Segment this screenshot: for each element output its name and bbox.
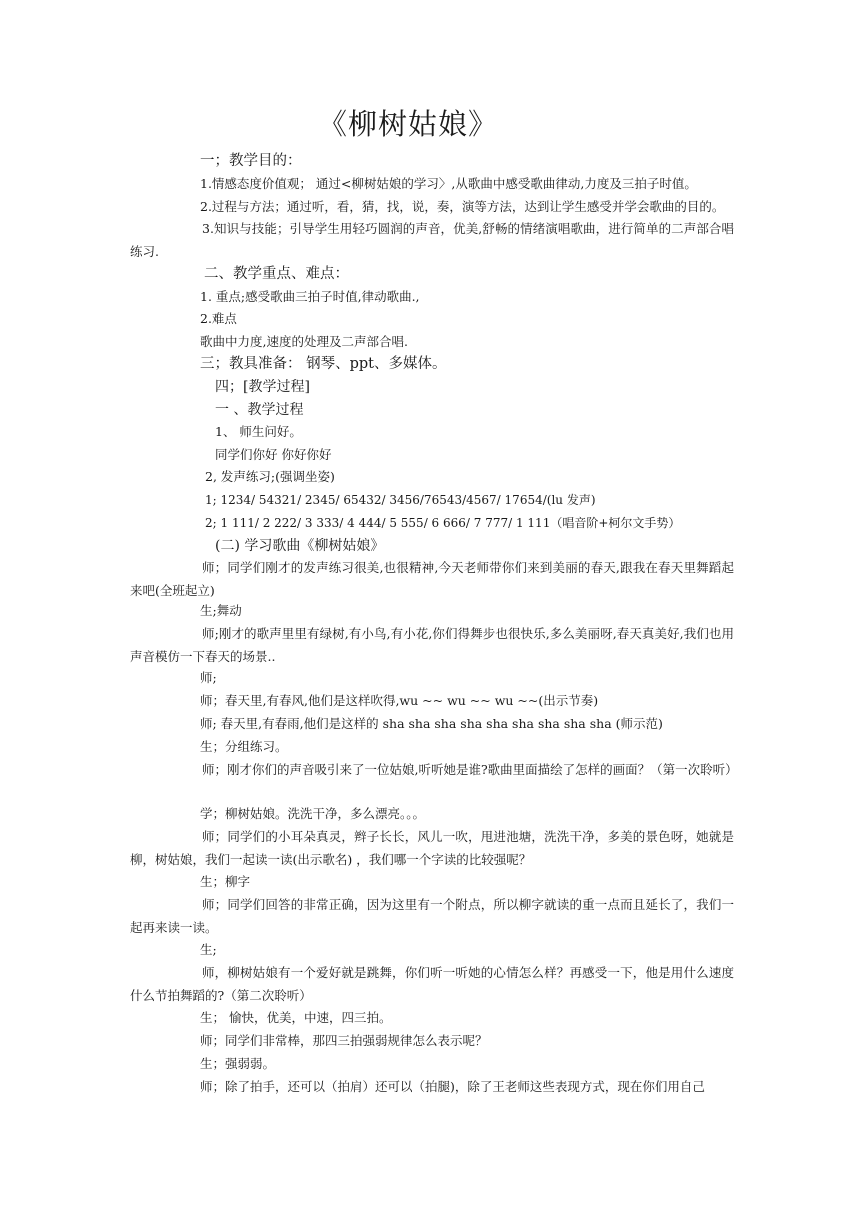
focus-item-2: 2.难点 <box>200 311 237 326</box>
dialogue-line: 师，柳树姑娘有一个爱好就是跳舞，你们听一听她的心情怎么样？再感受一下，他是用什么速度什么节拍舞蹈的?（第二次聆听） <box>130 965 734 1003</box>
dialogue-line: 生；柳字 <box>200 874 251 889</box>
dialogue-line: 生; <box>200 942 217 957</box>
dialogue-line: 生；分组练习。 <box>200 739 288 754</box>
dialogue-line: 师；同学们的小耳朵真灵，辫子长长，风儿一吹，甩进池塘，洗洗干净，多美的景色呀，她就是柳，树姑娘，我们一起读一读(出示歌名) ，我们哪一个字读的比较强呢？ <box>130 829 734 867</box>
step-2-exercise-a: 1; 1234/ 54321/ 2345/ 65432/ 3456/76543/4567/ 17654/(lu 发声) <box>205 493 596 507</box>
focus-item-2-detail: 歌曲中力度,速度的处理及二声部合唱. <box>200 334 408 349</box>
goal-2: 2.过程与方法；通过听，看，猜，找，说，奏，演等方法，达到让学生感受并学会歌曲的目的。 <box>200 199 725 214</box>
dialogue-line: 师; <box>200 670 217 685</box>
dialogue-line: 师；春天里,有春风,他们是这样吹得,wu ~~ wu ~~ wu ~~(出示节奏) <box>200 693 599 708</box>
dialogue-line: 师；除了拍手，还可以（拍肩）还可以（拍腿)，除了王老师这些表现方式，现在你们用自己 <box>200 1079 705 1094</box>
dialogue-line: 师; 春天里,有春雨,他们是这样的 sha sha sha sha sha sha sha sha sha (师示范) <box>200 716 663 731</box>
goal-1: 1.情感态度价值观； 通过<柳树姑娘的学习〉,从歌曲中感受歌曲律动,力度及三拍子时值。 <box>200 176 697 191</box>
process-heading: 四；[教学过程] <box>215 379 310 395</box>
dialogue-line: 学；柳树姑娘。洗洗干净，多么漂亮。。。 <box>200 806 426 821</box>
document-title: 《柳树姑娘》 <box>318 107 499 141</box>
goals-heading: 一；教学目的： <box>200 153 302 169</box>
dialogue-line: 师；同学们非常棒，那四三拍强弱规律怎么表示呢？ <box>200 1033 488 1048</box>
dialogue-line: 生;舞动 <box>200 603 242 618</box>
step-2: 2, 发声练习;(强调坐姿) <box>205 469 335 484</box>
step-2-exercise-b: 2; 1 111/ 2 222/ 3 333/ 4 444/ 5 555/ 6 666/ 7 777/ 1 111（唱音阶+柯尔文手势） <box>205 516 681 530</box>
process-subheading: 一 、教学过程 <box>215 402 304 418</box>
tools-line: 三；教具准备： 钢琴、ppt、多媒体。 <box>200 356 447 372</box>
learn-song-heading: (二) 学习歌曲《柳树姑娘》 <box>215 538 385 554</box>
dialogue-line: 师；刚才你们的声音吸引来了一位姑娘,听听她是谁?歌曲里面描绘了怎样的画面？（第一次聆听） <box>202 762 738 777</box>
dialogue-line: 师;刚才的歌声里里有绿树,有小鸟,有小花,你们得舞步也很快乐,多么美丽呀,春天真美好,我们也用声音模仿一下春天的场景.. <box>130 626 734 664</box>
goal-3: 3.知识与技能；引导学生用轻巧圆润的声音，优美,舒畅的情绪演唱歌曲，进行简单的二声部合唱练习. <box>130 221 734 259</box>
focus-item-1: 1. 重点;感受歌曲三拍子时值,律动歌曲., <box>200 289 420 304</box>
step-1-detail: 同学们你好 你好你好 <box>215 447 332 462</box>
step-1: 1、 师生问好。 <box>215 424 302 439</box>
dialogue-line: 师；同学们回答的非常正确，因为这里有一个附点，所以柳字就读的重一点而且延长了，我们一起再来读一读。 <box>130 897 734 935</box>
dialogue-line: 师；同学们刚才的发声练习很美,也很精神,今天老师带你们来到美丽的春天,跟我在春天里舞蹈起来吧(全班起立) <box>130 560 734 598</box>
dialogue-line: 生； 愉快，优美，中速，四三拍。 <box>200 1010 392 1025</box>
focus-heading: 二、教学重点、难点： <box>204 266 349 282</box>
dialogue-line: 生；强弱弱。 <box>200 1056 276 1071</box>
